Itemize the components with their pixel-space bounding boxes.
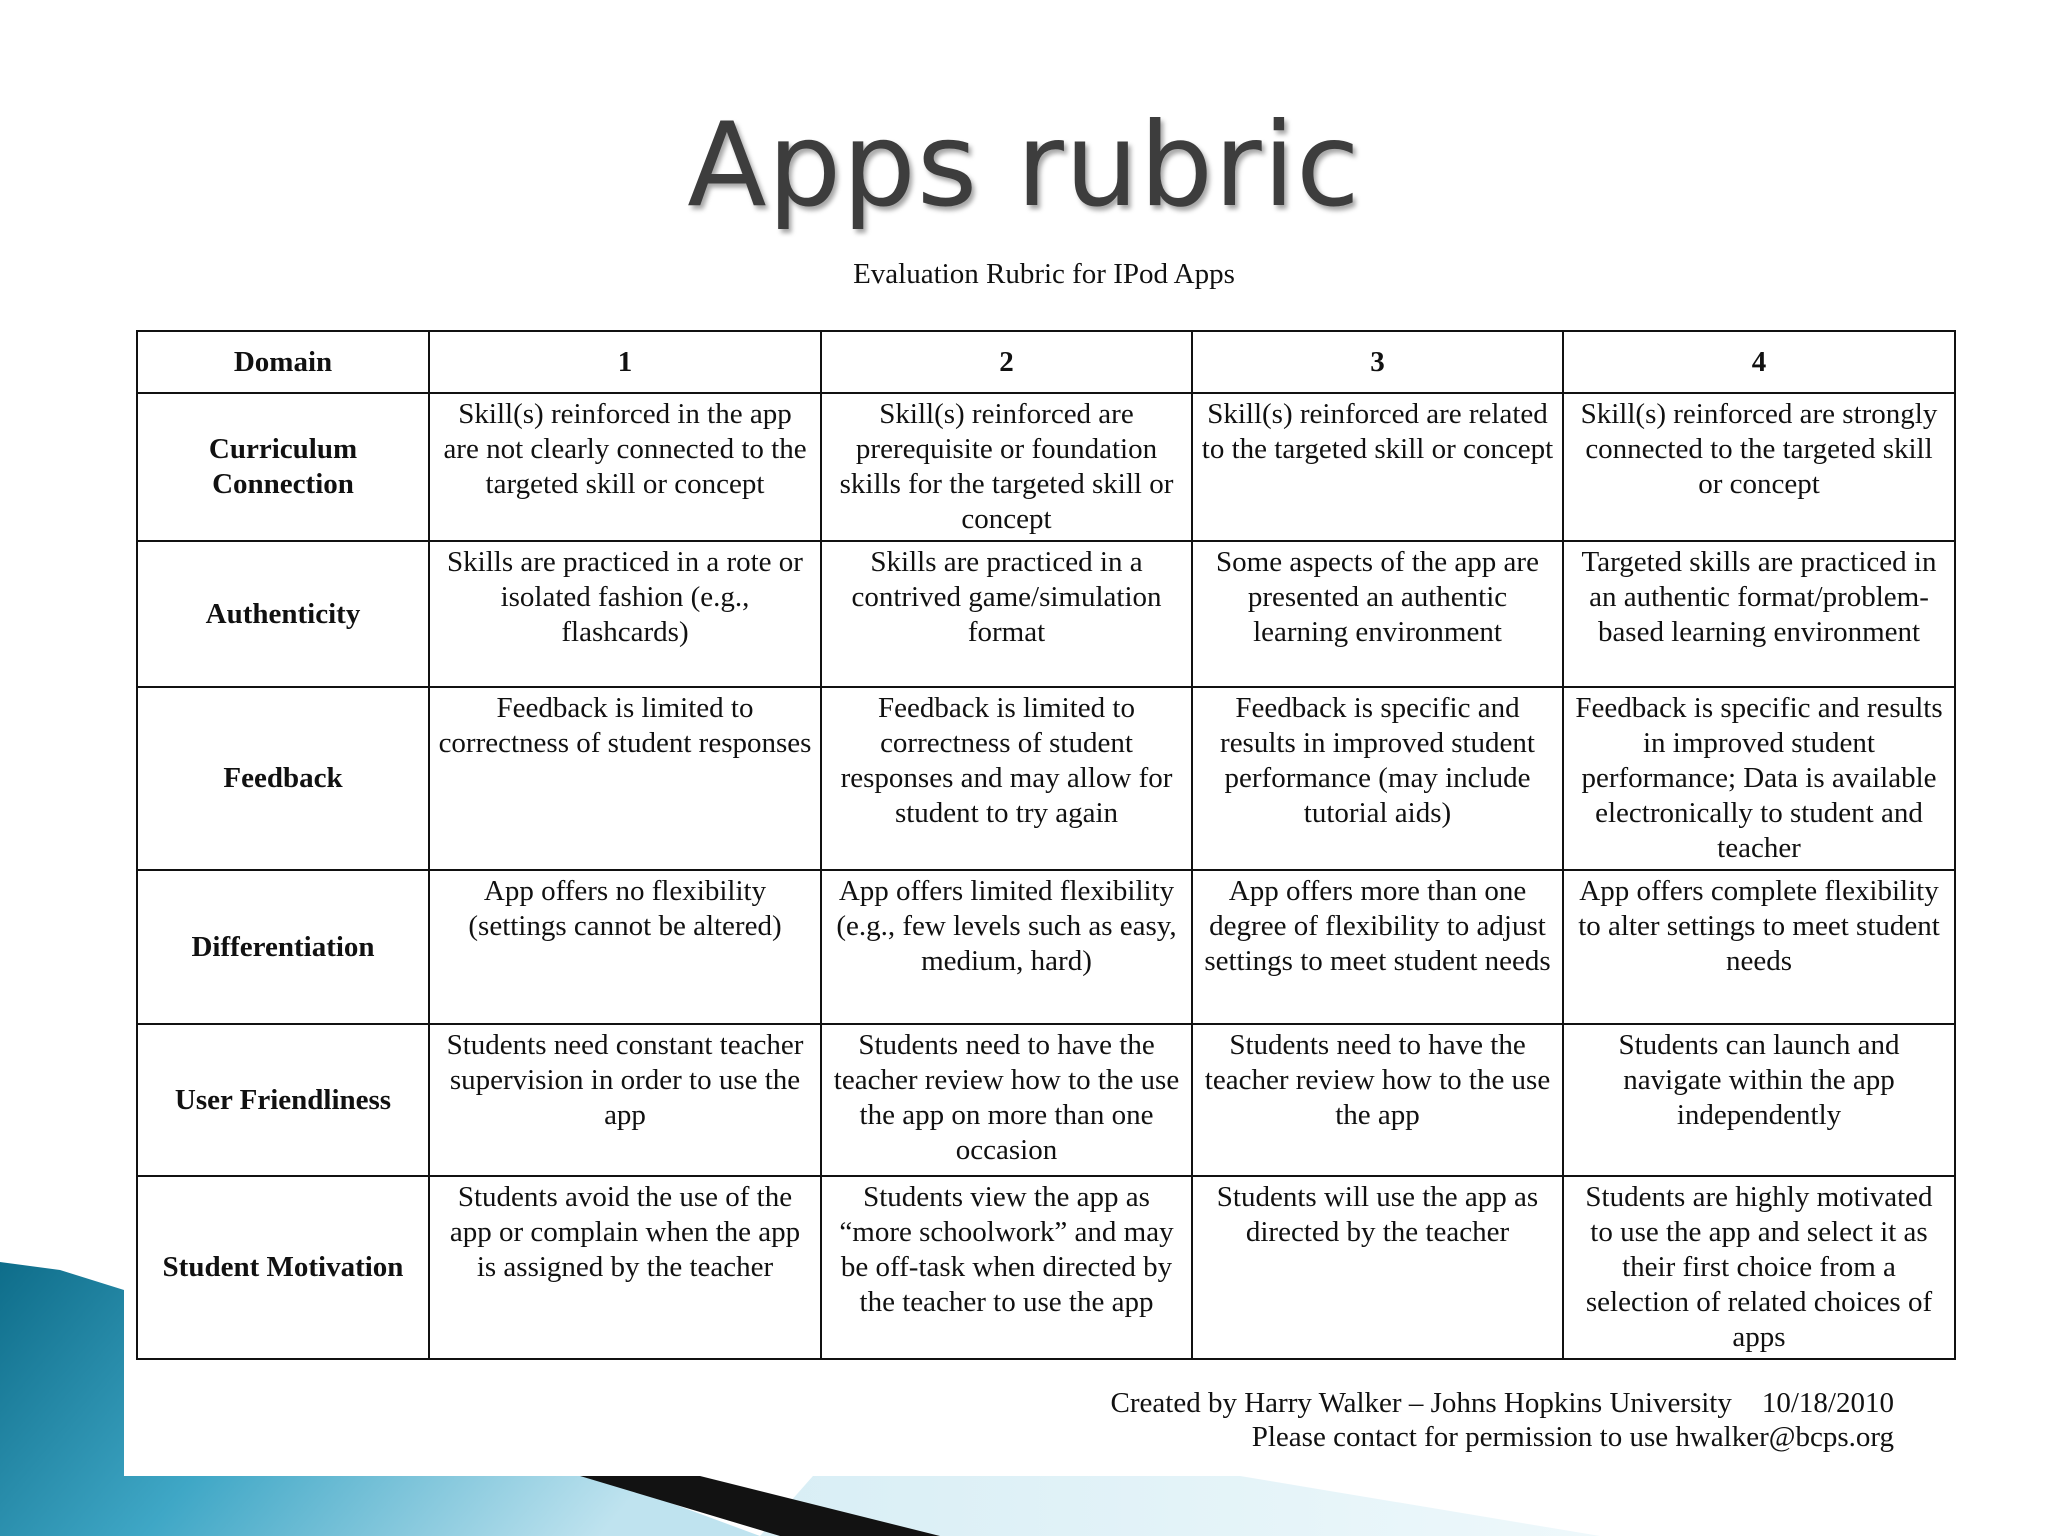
domain-cell: Authenticity <box>137 541 429 687</box>
table-cell: Feedback is specific and results in improved student performance; Data is available electronically to student and teacher <box>1563 687 1955 870</box>
table-row <box>137 541 1955 687</box>
domain-cell: Differentiation <box>137 870 429 1024</box>
table-cell: Skill(s) reinforced are related to the targeted skill or concept <box>1192 393 1563 541</box>
table-cell: App offers limited flexibility (e.g., few levels such as easy, medium, hard) <box>821 870 1192 1024</box>
table-row <box>137 1024 1955 1176</box>
document-subtitle: Evaluation Rubric for IPod Apps <box>853 258 1235 290</box>
footer-credit-line <box>1111 1386 1894 1420</box>
table-header-row <box>137 331 1955 393</box>
table-cell: Feedback is specific and results in improved student performance (may include tutorial aids) <box>1192 687 1563 870</box>
table-cell: App offers no flexibility (settings cannot be altered) <box>429 870 821 1024</box>
column-header-2: 2 <box>821 331 1192 393</box>
slide-title: Apps rubric <box>687 98 1361 233</box>
table-cell: Skills are practiced in a rote or isolated fashion (e.g., flashcards) <box>429 541 821 687</box>
table-cell: App offers more than one degree of flexibility to adjust settings to meet student needs <box>1192 870 1563 1024</box>
domain-cell: Student Motivation <box>137 1176 429 1359</box>
column-header-4: 4 <box>1563 331 1955 393</box>
table-cell: Students can launch and navigate within the app independently <box>1563 1024 1955 1176</box>
table-row <box>137 1176 1955 1359</box>
table-cell: Feedback is limited to correctness of student responses <box>429 687 821 870</box>
table-cell: Students will use the app as directed by the teacher <box>1192 1176 1563 1359</box>
table-cell: Skill(s) reinforced in the app are not clearly connected to the targeted skill or concept <box>429 393 821 541</box>
table-cell: Students need constant teacher supervision in order to use the app <box>429 1024 821 1176</box>
table-cell: Skill(s) reinforced are prerequisite or foundation skills for the targeted skill or concept <box>821 393 1192 541</box>
domain-cell: Feedback <box>137 687 429 870</box>
table-cell: Skill(s) reinforced are strongly connected to the targeted skill or concept <box>1563 393 1955 541</box>
table-cell: Skills are practiced in a contrived game/simulation format <box>821 541 1192 687</box>
table-cell: Some aspects of the app are presented an authentic learning environment <box>1192 541 1563 687</box>
domain-cell: Curriculum Connection <box>137 393 429 541</box>
table-cell: App offers complete flexibility to alter settings to meet student needs <box>1563 870 1955 1024</box>
column-header-1: 1 <box>429 331 821 393</box>
table-row <box>137 687 1955 870</box>
table-cell: Students avoid the use of the app or complain when the app is assigned by the teacher <box>429 1176 821 1359</box>
table-cell: Students need to have the teacher review how to the use the app <box>1192 1024 1563 1176</box>
table-cell: Feedback is limited to correctness of student responses and may allow for student to try again <box>821 687 1192 870</box>
table-cell: Students are highly motivated to use the app and select it as their first choice from a selection of related choices of apps <box>1563 1176 1955 1359</box>
column-header-3: 3 <box>1192 331 1563 393</box>
table-cell: Students view the app as “more schoolwork” and may be off-task when directed by the teacher to use the app <box>821 1176 1192 1359</box>
domain-cell: User Friendliness <box>137 1024 429 1176</box>
table-cell: Students need to have the teacher review how to the use the app on more than one occasion <box>821 1024 1192 1176</box>
document-footer <box>1111 1386 1894 1454</box>
rubric-document <box>124 248 1964 1476</box>
footer-date: 10/18/2010 <box>1761 1387 1894 1419</box>
column-header-domain: Domain <box>137 331 429 393</box>
rubric-table <box>136 330 1956 1360</box>
table-cell: Targeted skills are practiced in an authentic format/problem-based learning environment <box>1563 541 1955 687</box>
footer-contact: Please contact for permission to use hwalker@bcps.org <box>1251 1421 1894 1453</box>
table-row <box>137 393 1955 541</box>
footer-credit: Created by Harry Walker – Johns Hopkins University <box>1110 1387 1732 1419</box>
table-row <box>137 870 1955 1024</box>
